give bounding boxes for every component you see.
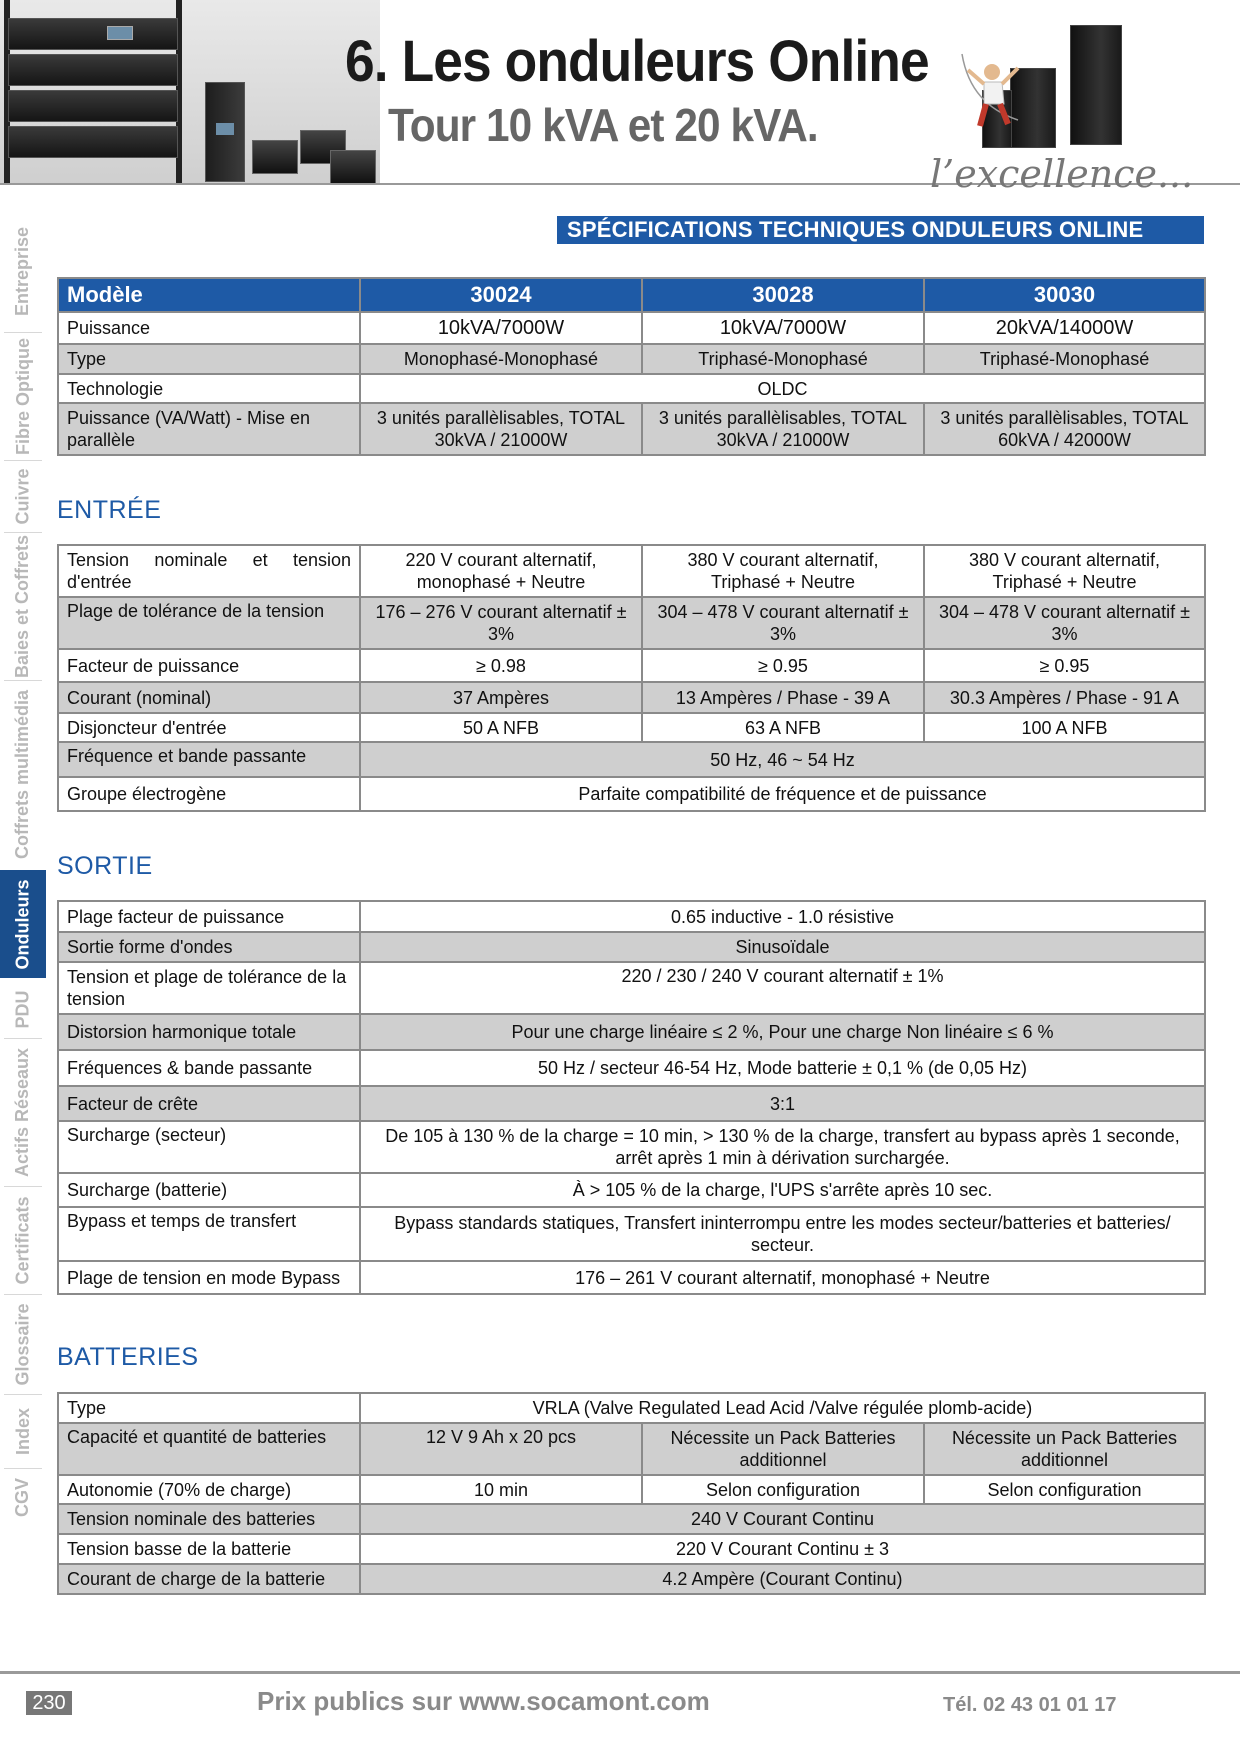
table-row: Puissance (VA/Watt) - Mise en parallèle 3 unités parallèlisables, TOTAL 30kVA / 21000W 3 unités parallèlisables, TOTAL 30kVA / 21000W 3 unités parallèlisables, TOTAL 60kVA / 42000W — [58, 403, 1205, 455]
side-tab-pdu[interactable]: PDU — [12, 989, 33, 1029]
table-row: Facteur de crête 3:1 — [58, 1086, 1205, 1121]
table-row: Plage de tension en mode Bypass 176 – 261 V courant alternatif, monophasé + Neutre — [58, 1261, 1205, 1294]
table-row: Plage facteur de puissance 0.65 inductive - 1.0 résistive — [58, 901, 1205, 932]
page-subtitle: Tour 10 kVA et 20 kVA. — [388, 99, 818, 151]
table-row: Fréquences & bande passante 50 Hz / secteur 46-54 Hz, Mode batterie ± 0,1 % (de 0,05 Hz) — [58, 1050, 1205, 1086]
side-tab-entreprise[interactable]: Entreprise — [12, 226, 33, 316]
table-row: Capacité et quantité de batteries 12 V 9 Ah x 20 pcs Nécessite un Pack Batteries additionnel Nécessite un Pack Batteries additionnel — [58, 1423, 1205, 1475]
table-row: Surcharge (batterie) À > 105 % de la charge, l'UPS s'arrête après 10 sec. — [58, 1173, 1205, 1207]
table-row: Plage de tolérance de la tension 176 – 276 V courant alternatif ± 3% 304 – 478 V courant alternatif ± 3% 304 – 478 V courant alternatif ± 3% — [58, 597, 1205, 649]
table-row: Puissance 10kVA/7000W 10kVA/7000W 20kVA/14000W — [58, 312, 1205, 344]
footer-divider — [0, 1671, 1240, 1674]
side-tab-actifs-reseaux[interactable]: Actifs Réseaux — [12, 1047, 33, 1177]
model-specs-table — [57, 277, 1206, 456]
page-number: 230 — [26, 1691, 72, 1715]
battery-specs-table — [57, 1392, 1206, 1595]
page-title: 6. Les onduleurs Online — [345, 29, 929, 94]
rack-product-photo — [0, 0, 380, 185]
side-tab-index[interactable]: Index — [12, 1407, 33, 1455]
table-row: Courant de charge de la batterie 4.2 Ampère (Courant Continu) — [58, 1564, 1205, 1594]
header-30024: 30024 — [360, 278, 642, 312]
side-tab-onduleurs[interactable]: Onduleurs — [0, 870, 46, 978]
header-model: Modèle — [58, 278, 360, 312]
output-specs-table — [57, 900, 1206, 1295]
jumping-person-icon — [958, 50, 1028, 140]
side-tab-glossaire[interactable]: Glossaire — [12, 1302, 33, 1386]
table-row: Distorsion harmonique totale Pour une charge linéaire ≤ 2 %, Pour une charge Non linéaire ≤ 6 % — [58, 1014, 1205, 1050]
table-row: Technologie OLDC — [58, 374, 1205, 403]
side-tab-coffrets-multimedia[interactable]: Coffrets multimédia — [12, 689, 33, 859]
header-30030: 30030 — [924, 278, 1205, 312]
table-row: Tension nominale des batteries 240 V Courant Continu — [58, 1504, 1205, 1534]
section-title-entree: ENTRÉE — [57, 496, 162, 524]
slogan-text: l’excellence... — [930, 152, 1194, 196]
table-row: Tension nominale et tension d'entrée 220 V courant alternatif, monophasé + Neutre 380 V courant alternatif, Triphasé + Neutre 380 V courant alternatif, Triphasé + Neutre — [58, 545, 1205, 597]
footer-prices-link[interactable]: Prix publics sur www.socamont.com — [257, 1686, 710, 1716]
table-row: Autonomie (70% de charge) 10 min Selon configuration Selon configuration — [58, 1475, 1205, 1504]
header-30028: 30028 — [642, 278, 924, 312]
table-row: Tension et plage de tolérance de la tension 220 / 230 / 240 V courant alternatif ± 1% — [58, 962, 1205, 1014]
table-row: Fréquence et bande passante 50 Hz, 46 ~ 54 Hz — [58, 742, 1205, 777]
table-row: Type VRLA (Valve Regulated Lead Acid /Valve régulée plomb-acide) — [58, 1393, 1205, 1423]
side-tab-cgv[interactable]: CGV — [12, 1477, 33, 1517]
input-specs-table — [57, 544, 1206, 812]
specifications-banner: SPÉCIFICATIONS TECHNIQUES ONDULEURS ONLINE — [557, 216, 1204, 244]
table-row: Disjoncteur d'entrée 50 A NFB 63 A NFB 100 A NFB — [58, 713, 1205, 742]
section-title-batteries: BATTERIES — [57, 1343, 199, 1371]
table-row: Groupe électrogène Parfaite compatibilité de fréquence et de puissance — [58, 777, 1205, 811]
table-row: Facteur de puissance ≥ 0.98 ≥ 0.95 ≥ 0.95 — [58, 649, 1205, 682]
side-tab-cuivre[interactable]: Cuivre — [12, 467, 33, 525]
table-row: Sortie forme d'ondes Sinusoïdale — [58, 932, 1205, 962]
page-header — [0, 0, 1240, 200]
table-row: Surcharge (secteur) De 105 à 130 % de la charge = 10 min, > 130 % de la charge, transfert au bypass après 1 seconde, arrêt après 1 min à dérivation surchargée. — [58, 1121, 1205, 1173]
footer-phone: Tél. 02 43 01 01 17 — [943, 1694, 1117, 1716]
table-row: Bypass et temps de transfert Bypass standards statiques, Transfert ininterrompu entre les modes secteur/batteries et batteries/ secteur. — [58, 1207, 1205, 1261]
side-tab-certificats[interactable]: Certificats — [12, 1195, 33, 1285]
side-tab-baies-coffrets[interactable]: Baies et Coffrets — [12, 534, 33, 678]
table-row: Courant (nominal) 37 Ampères 13 Ampères / Phase - 39 A 30.3 Ampères / Phase - 91 A — [58, 682, 1205, 713]
tower-ups-photo — [920, 0, 1240, 200]
side-tab-fibre-optique[interactable]: Fibre Optique — [12, 337, 33, 455]
table-row: Type Monophasé-Monophasé Triphasé-Monophasé Triphasé-Monophasé — [58, 344, 1205, 374]
table-row: Tension basse de la batterie 220 V Courant Continu ± 3 — [58, 1534, 1205, 1564]
section-title-sortie: SORTIE — [57, 852, 153, 880]
